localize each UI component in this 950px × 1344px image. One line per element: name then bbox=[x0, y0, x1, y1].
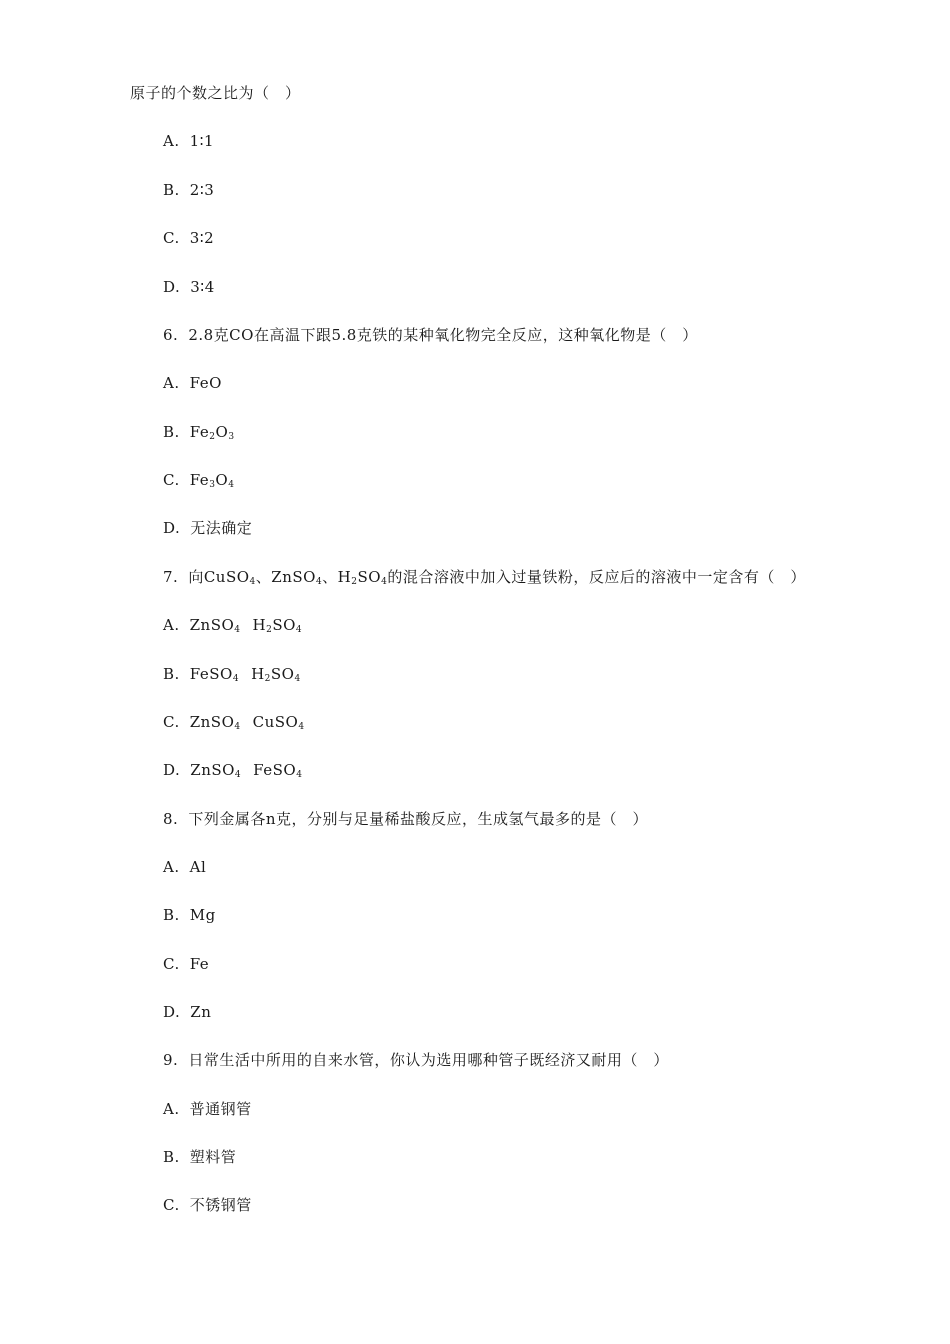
q8-option-d bbox=[163, 1002, 211, 1022]
q6-option-c bbox=[163, 470, 234, 490]
option-label: A. bbox=[163, 1100, 180, 1118]
option-formula: ZnSO$_4$ $H_2SO_4$ bbox=[189, 616, 303, 635]
option-label: A. bbox=[163, 374, 180, 392]
question-8 bbox=[163, 809, 648, 829]
option-label: D. bbox=[163, 761, 181, 779]
question-number: 6. bbox=[163, 326, 179, 344]
option-text: 3∶2 bbox=[189, 229, 215, 247]
option-text: 3∶4 bbox=[190, 278, 215, 296]
option-label: B. bbox=[163, 665, 180, 683]
option-label: C. bbox=[163, 471, 180, 489]
option-label: B. bbox=[163, 1148, 180, 1166]
option-text: 1∶1 bbox=[189, 132, 215, 150]
option-formula: FeSO$_4$ $H_2SO_4$ bbox=[189, 665, 301, 684]
question-number: 9. bbox=[163, 1051, 179, 1069]
q8-option-c bbox=[163, 954, 209, 974]
option-label: D. bbox=[163, 1003, 181, 1021]
question-text: 向CuSO$_4$、ZnSO$_4$、$H_2SO_4$的混合溶液中加入过量铁粉，反应后的溶液中一定含有（ ） bbox=[188, 568, 806, 587]
option-label: A. bbox=[163, 858, 180, 876]
option-label: B. bbox=[163, 423, 180, 441]
q5-option-d bbox=[163, 277, 215, 297]
option-formula: ZnSO$_4$ CuSO$_4$ bbox=[189, 713, 305, 732]
q5-option-a bbox=[163, 131, 214, 151]
option-text: Fe bbox=[189, 955, 210, 973]
q5-option-c bbox=[163, 228, 214, 248]
question-6 bbox=[163, 325, 698, 345]
option-label: C. bbox=[163, 713, 180, 731]
question-text: 下列金属各n克，分别与足量稀盐酸反应，生成氢气最多的是（ ） bbox=[188, 810, 648, 828]
q9-option-b bbox=[163, 1147, 236, 1167]
question-number: 8. bbox=[163, 810, 179, 828]
option-text: 2∶3 bbox=[189, 181, 215, 199]
q5-option-b bbox=[163, 180, 214, 200]
question-7 bbox=[163, 567, 806, 587]
option-label: C. bbox=[163, 229, 180, 247]
option-text: 无法确定 bbox=[190, 519, 253, 537]
q7-option-d bbox=[163, 760, 302, 780]
option-label: B. bbox=[163, 181, 180, 199]
option-label: C. bbox=[163, 1196, 180, 1214]
option-label: D. bbox=[163, 278, 181, 296]
q7-option-b bbox=[163, 664, 301, 684]
q8-option-b bbox=[163, 905, 216, 925]
q6-option-a bbox=[163, 373, 222, 393]
option-label: A. bbox=[163, 616, 180, 634]
q8-option-a bbox=[163, 857, 206, 877]
option-text: Zn bbox=[190, 1003, 212, 1021]
option-label: D. bbox=[163, 519, 181, 537]
q7-option-a bbox=[163, 615, 302, 635]
option-label: A. bbox=[163, 132, 180, 150]
option-text: 塑料管 bbox=[189, 1148, 237, 1166]
question-number: 7. bbox=[163, 568, 179, 586]
option-text: Mg bbox=[189, 906, 216, 924]
q9-option-a bbox=[163, 1099, 252, 1119]
option-formula: $Fe_2O_3$ bbox=[189, 423, 235, 442]
option-label: C. bbox=[163, 955, 180, 973]
option-text: 不锈钢管 bbox=[189, 1196, 252, 1214]
option-text: 普通钢管 bbox=[189, 1100, 252, 1118]
question-text: 2.8克CO在高温下跟5.8克铁的某种氧化物完全反应，这种氧化物是（ ） bbox=[188, 326, 698, 344]
option-formula: ZnSO$_4$ FeSO$_4$ bbox=[190, 761, 303, 780]
question-5-stem-tail: 原子的个数之比为（ ） bbox=[130, 84, 301, 102]
question-9 bbox=[163, 1050, 669, 1070]
question-text: 日常生活中所用的自来水管，你认为选用哪种管子既经济又耐用（ ） bbox=[188, 1051, 669, 1069]
option-formula: $Fe_3O_4$ bbox=[189, 471, 235, 490]
q9-option-c bbox=[163, 1195, 252, 1215]
option-label: B. bbox=[163, 906, 180, 924]
q6-option-b bbox=[163, 422, 235, 442]
option-text: FeO bbox=[189, 374, 222, 392]
q6-option-d bbox=[163, 518, 252, 538]
q7-option-c bbox=[163, 712, 305, 732]
option-text: Al bbox=[189, 858, 207, 876]
